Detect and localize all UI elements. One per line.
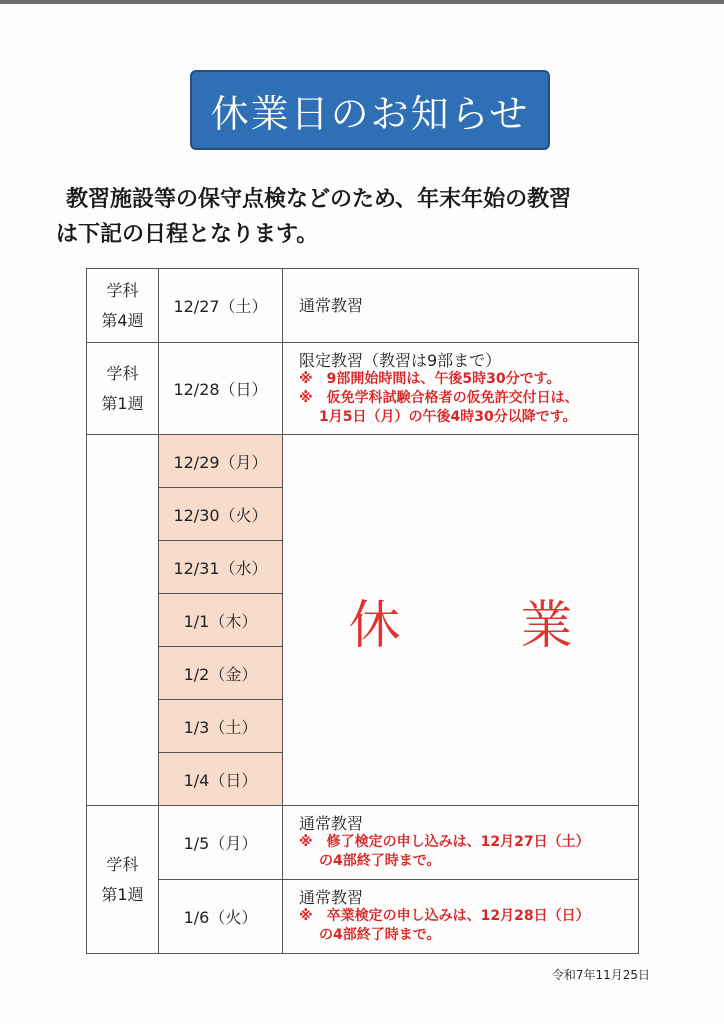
- note-line: 1月5日（月）の午後4時30分以降です。: [319, 408, 577, 425]
- intro-paragraph: [56, 182, 676, 252]
- table-row: [87, 269, 639, 343]
- title-banner: [190, 70, 550, 150]
- week-cell: [87, 269, 159, 343]
- date-cell: 12/27（土）: [159, 269, 283, 343]
- intro-line-2: は下記の日程となります。: [56, 222, 319, 247]
- holiday-date-cell: 12/30（火）: [159, 488, 283, 541]
- date-cell: 1/5（月）: [159, 806, 283, 880]
- content-cell: [283, 806, 639, 880]
- table-row: [87, 435, 639, 488]
- content-main: 通常教習: [299, 814, 364, 833]
- week-label: 学科: [106, 854, 139, 874]
- date-cell: 1/6（火）: [159, 880, 283, 954]
- note-line: ※ 仮免学科試験合格者の仮免許交付日は、: [299, 389, 579, 406]
- week-cell: [87, 343, 159, 435]
- table-row: [87, 343, 639, 435]
- holiday-date-cell: 12/31（水）: [159, 541, 283, 594]
- week-number: 第1週: [101, 884, 144, 904]
- issue-date: 令和7年11月25日: [551, 968, 650, 982]
- content-cell: 通常教習: [283, 269, 639, 343]
- holiday-date-cell: 1/1（木）: [159, 594, 283, 647]
- top-rule: [0, 0, 724, 4]
- intro-line-1: 教習施設等の保守点検などのため、年末年始の教習: [66, 187, 572, 212]
- table-row: [87, 880, 639, 954]
- week-number: 第4週: [101, 310, 144, 330]
- note-line: ※ 9部開始時間は、午後5時30分です。: [299, 370, 561, 387]
- table-row: [87, 806, 639, 880]
- schedule-table: [86, 268, 639, 954]
- note-line: の4部終了時まで。: [319, 853, 441, 869]
- closed-cell: [283, 435, 639, 806]
- week-cell: [87, 806, 159, 954]
- holiday-date-cell: 1/3（土）: [159, 700, 283, 753]
- week-label: 学科: [106, 363, 139, 383]
- note-line: の4部終了時まで。: [319, 927, 441, 943]
- closed-char-1: 休: [348, 595, 401, 656]
- content-main: 限定教習（教習は9部まで）: [299, 350, 502, 370]
- page-title: 休業日のお知らせ: [210, 91, 530, 136]
- note-line: ※ 修了検定の申し込みは、12月27日（土）: [299, 834, 590, 850]
- week-number: 第1週: [101, 393, 144, 413]
- holiday-date-cell: 1/4（日）: [159, 753, 283, 806]
- note-line: ※ 卒業検定の申し込みは、12月28日（日）: [299, 908, 590, 924]
- holiday-date-cell: 12/29（月）: [159, 435, 283, 488]
- week-cell-empty: [87, 435, 159, 806]
- date-cell: 12/28（日）: [159, 343, 283, 435]
- week-label: 学科: [106, 280, 139, 300]
- content-cell: [283, 343, 639, 435]
- holiday-date-cell: 1/2（金）: [159, 647, 283, 700]
- content-main: 通常教習: [299, 888, 364, 907]
- content-cell: [283, 880, 639, 954]
- closed-char-2: 業: [520, 595, 573, 656]
